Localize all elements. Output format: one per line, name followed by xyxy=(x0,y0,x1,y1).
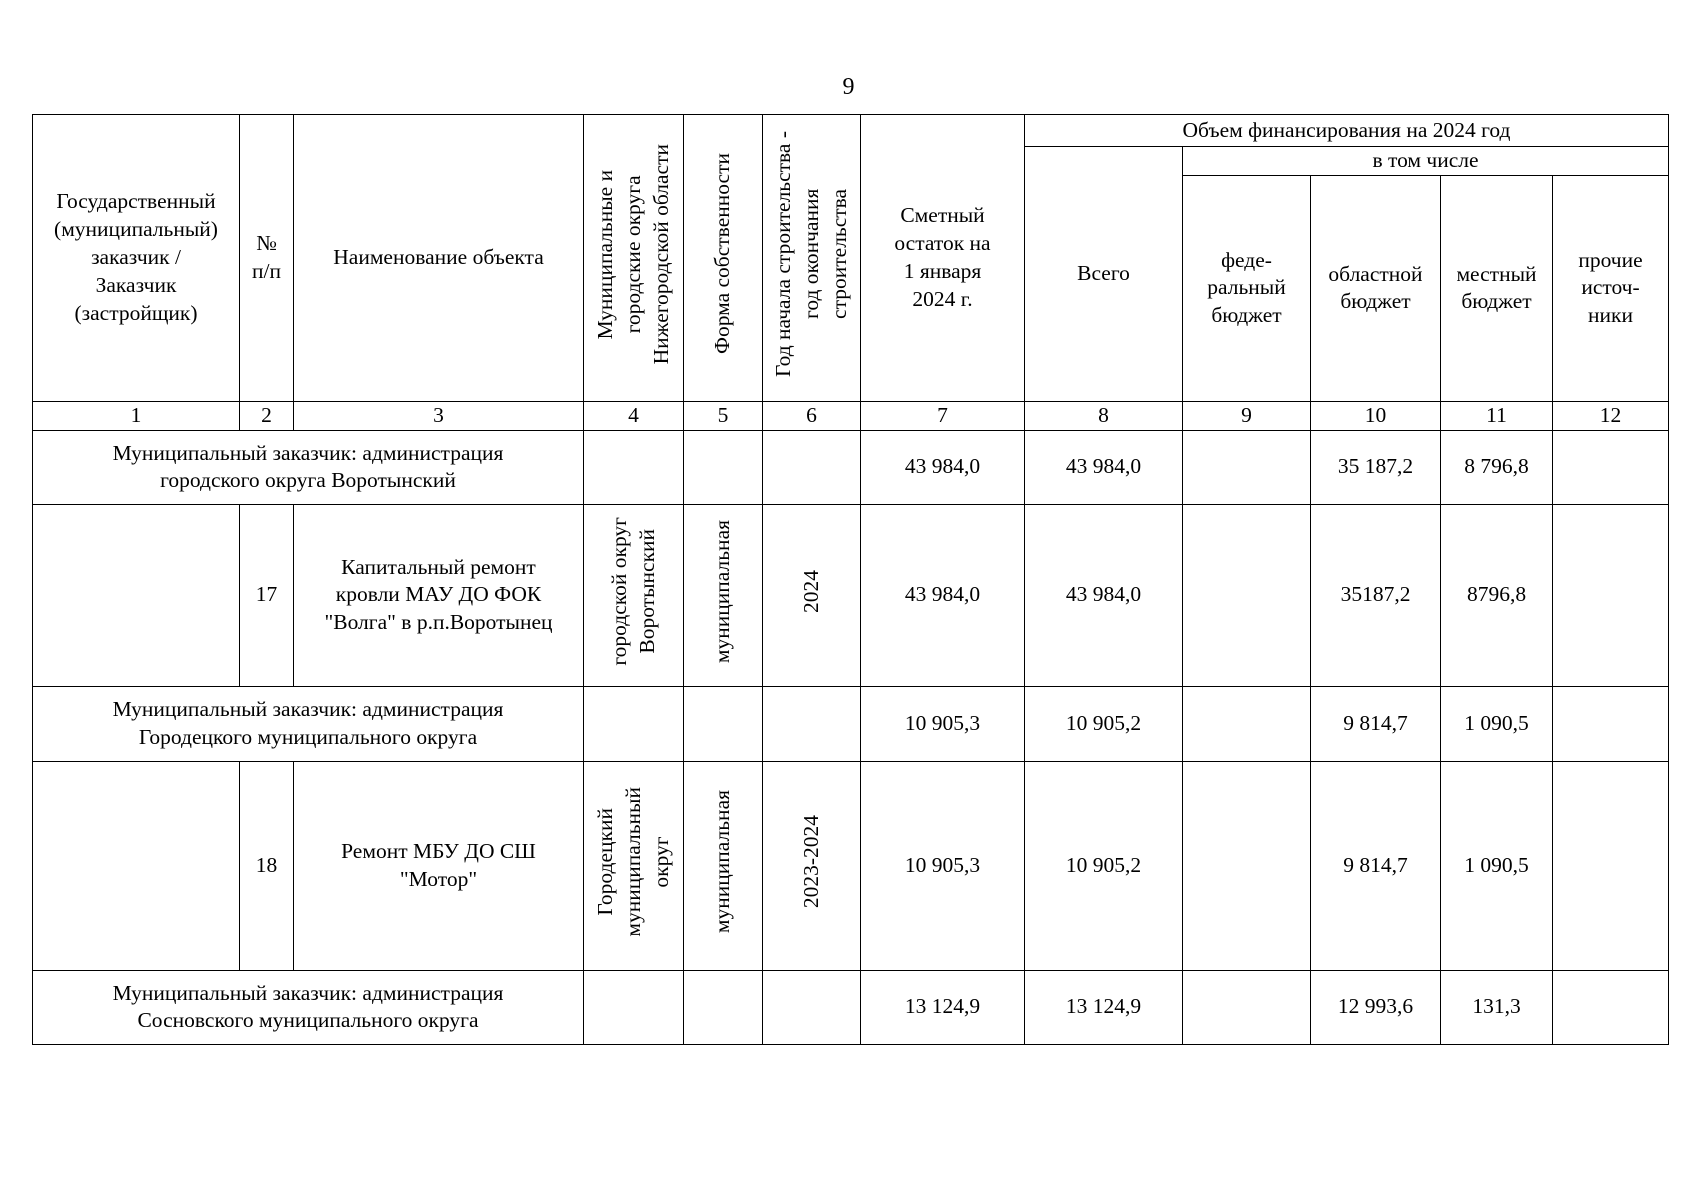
object-name: Ремонт МБУ ДО СШ "Мотор" xyxy=(294,761,584,970)
header-years xyxy=(763,115,861,402)
column-number: 3 xyxy=(294,401,584,430)
local-value: 8796,8 xyxy=(1441,504,1553,686)
object-row xyxy=(33,504,1669,686)
header-estimate: Сметный остаток на 1 января 2024 г. xyxy=(861,115,1025,402)
regional-value: 9 814,7 xyxy=(1311,761,1441,970)
column-number: 1 xyxy=(33,401,240,430)
object-row xyxy=(33,761,1669,970)
column-number: 2 xyxy=(240,401,294,430)
empty-cell xyxy=(684,686,763,761)
empty-cell xyxy=(584,970,684,1044)
header-num: № п/п xyxy=(240,115,294,402)
column-number: 8 xyxy=(1025,401,1183,430)
empty-cell xyxy=(763,430,861,504)
column-number: 12 xyxy=(1553,401,1669,430)
empty-cell xyxy=(763,686,861,761)
estimate-value: 43 984,0 xyxy=(861,430,1025,504)
empty-cell xyxy=(684,970,763,1044)
federal-value xyxy=(1183,970,1311,1044)
column-number: 5 xyxy=(684,401,763,430)
header-local: местный бюджет xyxy=(1441,175,1553,401)
federal-value xyxy=(1183,686,1311,761)
header-total: Всего xyxy=(1025,147,1183,402)
total-value: 43 984,0 xyxy=(1025,504,1183,686)
header-object-name: Наименование объекта xyxy=(294,115,584,402)
years-cell xyxy=(763,504,861,686)
empty-cell xyxy=(584,430,684,504)
municipality-text: городской округ Воротынский xyxy=(606,517,659,666)
years-text: 2024 xyxy=(798,569,823,613)
header-including: в том числе xyxy=(1183,147,1669,176)
total-value: 10 905,2 xyxy=(1025,761,1183,970)
header-customer: Государственный (муниципальный) заказчик / Заказчик (застройщик) xyxy=(33,115,240,402)
federal-value xyxy=(1183,504,1311,686)
other-value xyxy=(1553,761,1669,970)
years-cell xyxy=(763,761,861,970)
ownership-cell xyxy=(684,504,763,686)
ownership-cell xyxy=(684,761,763,970)
local-value: 8 796,8 xyxy=(1441,430,1553,504)
row-number: 17 xyxy=(240,504,294,686)
header-ownership-text: Форма собственности xyxy=(710,153,735,355)
local-value: 1 090,5 xyxy=(1441,686,1553,761)
total-value: 43 984,0 xyxy=(1025,430,1183,504)
estimate-value: 10 905,3 xyxy=(861,761,1025,970)
federal-value xyxy=(1183,430,1311,504)
customer-name: Муниципальный заказчик: администрация Городецкого муниципального округа xyxy=(33,686,584,761)
header-row-1 xyxy=(33,115,1669,147)
empty-cell xyxy=(584,686,684,761)
regional-value: 9 814,7 xyxy=(1311,686,1441,761)
regional-value: 35 187,2 xyxy=(1311,430,1441,504)
funding-table xyxy=(32,114,1669,1045)
customer-row xyxy=(33,686,1669,761)
local-value: 1 090,5 xyxy=(1441,761,1553,970)
estimate-value: 10 905,3 xyxy=(861,686,1025,761)
empty-cell xyxy=(684,430,763,504)
other-value xyxy=(1553,430,1669,504)
column-number-row xyxy=(33,401,1669,430)
customer-row xyxy=(33,970,1669,1044)
ownership-text: муниципальная xyxy=(710,519,735,664)
estimate-value: 13 124,9 xyxy=(861,970,1025,1044)
column-number: 11 xyxy=(1441,401,1553,430)
column-number: 7 xyxy=(861,401,1025,430)
municipality-cell xyxy=(584,761,684,970)
empty-cell xyxy=(33,761,240,970)
column-number: 4 xyxy=(584,401,684,430)
local-value: 131,3 xyxy=(1441,970,1553,1044)
empty-cell xyxy=(763,970,861,1044)
municipality-cell xyxy=(584,504,684,686)
customer-name: Муниципальный заказчик: администрация городского округа Воротынский xyxy=(33,430,584,504)
ownership-text: муниципальная xyxy=(710,790,735,934)
header-municipalities xyxy=(584,115,684,402)
header-municipalities-text: Муниципальные и городские округа Нижегородской области xyxy=(592,143,673,365)
header-funding-title: Объем финансирования на 2024 год xyxy=(1025,115,1669,147)
empty-cell xyxy=(33,504,240,686)
header-years-text: Год начала строительства - год окончания строительства xyxy=(770,131,851,377)
other-value xyxy=(1553,970,1669,1044)
column-number: 10 xyxy=(1311,401,1441,430)
object-name: Капитальный ремонт кровли МАУ ДО ФОК "Волга" в р.п.Воротынец xyxy=(294,504,584,686)
total-value: 10 905,2 xyxy=(1025,686,1183,761)
header-ownership xyxy=(684,115,763,402)
header-other: прочие источ- ники xyxy=(1553,175,1669,401)
estimate-value: 43 984,0 xyxy=(861,504,1025,686)
customer-name: Муниципальный заказчик: администрация Сосновского муниципального округа xyxy=(33,970,584,1044)
federal-value xyxy=(1183,761,1311,970)
header-federal: феде- ральный бюджет xyxy=(1183,175,1311,401)
page-number: 9 xyxy=(842,74,855,100)
regional-value: 12 993,6 xyxy=(1311,970,1441,1044)
customer-row xyxy=(33,430,1669,504)
other-value xyxy=(1553,686,1669,761)
years-text: 2023-2024 xyxy=(798,815,823,909)
header-regional: областной бюджет xyxy=(1311,175,1441,401)
regional-value: 35187,2 xyxy=(1311,504,1441,686)
column-number: 9 xyxy=(1183,401,1311,430)
total-value: 13 124,9 xyxy=(1025,970,1183,1044)
row-number: 18 xyxy=(240,761,294,970)
municipality-text: Городецкий муниципальный округ xyxy=(592,787,673,937)
column-number: 6 xyxy=(763,401,861,430)
other-value xyxy=(1553,504,1669,686)
